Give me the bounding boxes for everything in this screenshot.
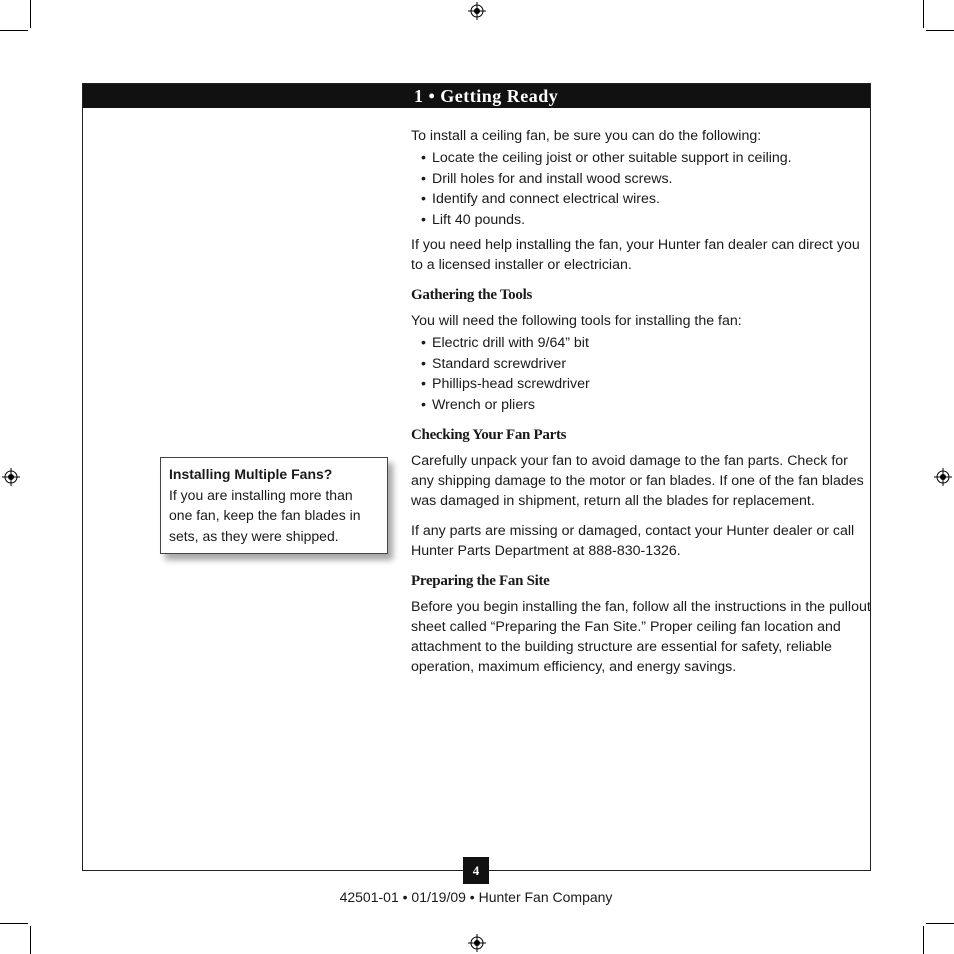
list-item: • Identify and connect electrical wires. (421, 189, 871, 210)
sidebar-note (160, 457, 388, 554)
parts-heading: Checking Your Fan Parts (411, 427, 567, 443)
tools-heading: Gathering the Tools (411, 287, 532, 303)
list-item: • Phillips-head screwdriver (421, 374, 871, 395)
registration-mark-icon (934, 468, 952, 486)
crop-mark-tr-h (926, 30, 954, 31)
site-paragraph: Before you begin installing the fan, follow all the instructions in the pullout sheet called “Preparing the Fan Site.” Proper ceiling fan location and attachment to the building structure are essential for safety, reliable operation, maximum efficiency, and energy savings. (411, 599, 871, 675)
list-item: • Lift 40 pounds. (421, 210, 871, 231)
crop-mark-tl-h (0, 30, 28, 31)
section-header-bar (83, 84, 870, 108)
list-item: • Electric drill with 9/64” bit (421, 333, 871, 354)
intro-lead: To install a ceiling fan, be sure you can do the following: (411, 128, 762, 144)
registration-mark-icon (2, 468, 20, 486)
parts-paragraph-1: Carefully unpack your fan to avoid damage to the fan parts. Check for any shipping damage to the motor or fan blades. If one of the fan blades was damaged in shipment, return all the blades for replacement. (411, 453, 864, 509)
page-number: 4 (463, 857, 489, 884)
sidebar-note-title: Installing Multiple Fans? (169, 466, 333, 482)
registration-mark-icon (468, 934, 486, 952)
list-item: • Standard screwdriver (421, 354, 871, 375)
crop-mark-bl-v (30, 926, 31, 954)
intro-list (411, 148, 871, 230)
registration-mark-icon (468, 2, 486, 20)
crop-mark-tl-v (30, 0, 31, 28)
list-item: • Wrench or pliers (421, 395, 871, 416)
list-item: • Locate the ceiling joist or other suitable support in ceiling. (421, 148, 871, 169)
tools-list (411, 333, 871, 415)
site-heading: Preparing the Fan Site (411, 573, 550, 589)
section-title: 1 • Getting Ready (414, 86, 559, 106)
parts-paragraph-2: If any parts are missing or damaged, contact your Hunter dealer or call Hunter Parts Department at 888-830-1326. (411, 523, 855, 559)
crop-mark-tr-v (923, 0, 924, 28)
crop-mark-bl-h (0, 923, 28, 924)
list-item: • Drill holes for and install wood screws. (421, 169, 871, 190)
crop-mark-br-v (923, 926, 924, 954)
main-content (411, 126, 871, 677)
crop-mark-br-h (926, 923, 954, 924)
intro-help: If you need help installing the fan, your Hunter fan dealer can direct you to a licensed installer or electrician. (411, 237, 860, 273)
tools-lead: You will need the following tools for installing the fan: (411, 313, 742, 329)
footer-text: 42501-01 • 01/19/09 • Hunter Fan Company (339, 889, 613, 905)
sidebar-note-body: If you are installing more than one fan, keep the fan blades in sets, as they were shipped. (169, 486, 361, 544)
